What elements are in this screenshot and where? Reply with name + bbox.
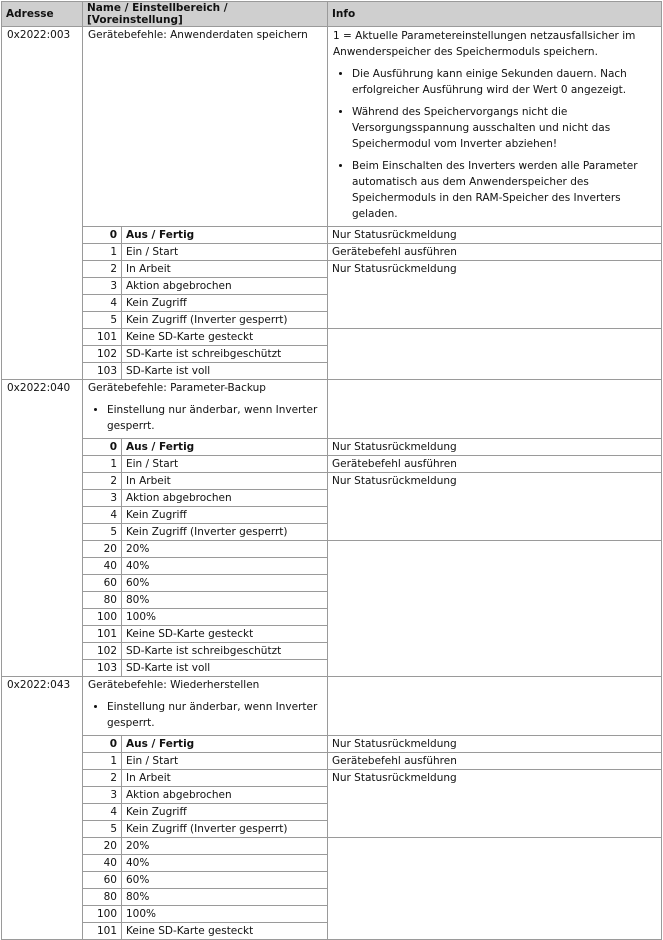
value-info: Nur Statusrückmeldung — [328, 473, 662, 541]
value-code: 1 — [83, 753, 122, 770]
value-row — [2, 541, 662, 558]
value-label: Kein Zugriff — [122, 804, 328, 821]
param-info — [328, 27, 662, 227]
value-info: Nur Statusrückmeldung — [328, 261, 662, 329]
value-label: Ein / Start — [122, 456, 328, 473]
info-intro: 1 = Aktuelle Parametereinstellungen netzausfallsicher im Anwenderspeicher des Speichermoduls speichern. — [333, 30, 636, 58]
value-info: Nur Statusrückmeldung — [328, 736, 662, 753]
value-label: 60% — [122, 575, 328, 592]
param-name-text: Gerätebefehle: Parameter-Backup — [88, 382, 266, 394]
value-code: 0 — [83, 736, 122, 753]
value-label: Aus / Fertig — [122, 439, 328, 456]
value-code: 40 — [83, 855, 122, 872]
value-info: Gerätebefehl ausführen — [328, 244, 662, 261]
header-adresse: Adresse — [2, 2, 83, 27]
value-code: 40 — [83, 558, 122, 575]
value-info: Nur Statusrückmeldung — [328, 227, 662, 244]
value-label: In Arbeit — [122, 770, 328, 787]
value-row — [2, 227, 662, 244]
value-code: 60 — [83, 575, 122, 592]
value-row — [2, 456, 662, 473]
param-row — [2, 27, 662, 227]
value-row — [2, 439, 662, 456]
value-label: SD-Karte ist schreibgeschützt — [122, 346, 328, 363]
param-address: 0x2022:003 — [2, 27, 83, 380]
value-code: 3 — [83, 490, 122, 507]
param-note — [88, 402, 322, 434]
value-label: SD-Karte ist voll — [122, 363, 328, 380]
value-code: 103 — [83, 660, 122, 677]
value-label: Keine SD-Karte gesteckt — [122, 923, 328, 940]
value-label: Kein Zugriff — [122, 507, 328, 524]
value-row — [2, 736, 662, 753]
value-code: 4 — [83, 507, 122, 524]
value-row — [2, 473, 662, 490]
value-code: 1 — [83, 244, 122, 261]
value-label: 40% — [122, 558, 328, 575]
parameter-table — [1, 1, 662, 940]
value-label: Kein Zugriff — [122, 295, 328, 312]
value-label: 80% — [122, 592, 328, 609]
value-info: Nur Statusrückmeldung — [328, 439, 662, 456]
value-code: 5 — [83, 524, 122, 541]
param-name — [83, 677, 328, 736]
value-row — [2, 753, 662, 770]
value-code: 3 — [83, 787, 122, 804]
value-label: 20% — [122, 838, 328, 855]
value-label: Ein / Start — [122, 244, 328, 261]
value-code: 2 — [83, 261, 122, 278]
param-row — [2, 380, 662, 439]
value-code: 4 — [83, 295, 122, 312]
value-label: Aus / Fertig — [122, 736, 328, 753]
value-label: SD-Karte ist voll — [122, 660, 328, 677]
value-label: Kein Zugriff (Inverter gesperrt) — [122, 312, 328, 329]
info-bullets — [333, 66, 656, 222]
value-info-empty — [328, 329, 662, 380]
value-label: In Arbeit — [122, 261, 328, 278]
value-code: 20 — [83, 838, 122, 855]
value-code: 80 — [83, 889, 122, 906]
value-row — [2, 261, 662, 278]
value-code: 0 — [83, 227, 122, 244]
value-code: 102 — [83, 643, 122, 660]
value-code: 20 — [83, 541, 122, 558]
value-code: 0 — [83, 439, 122, 456]
param-address: 0x2022:040 — [2, 380, 83, 677]
value-info-empty — [328, 541, 662, 677]
value-row — [2, 838, 662, 855]
header-name: Name / Einstellbereich / [Voreinstellung] — [83, 2, 328, 27]
value-code: 103 — [83, 363, 122, 380]
value-label: Ein / Start — [122, 753, 328, 770]
value-row — [2, 770, 662, 787]
header-info: Info — [328, 2, 662, 27]
param-name-text: Gerätebefehle: Wiederherstellen — [88, 679, 260, 691]
value-info: Gerätebefehl ausführen — [328, 456, 662, 473]
param-row — [2, 677, 662, 736]
value-code: 80 — [83, 592, 122, 609]
value-label: 60% — [122, 872, 328, 889]
value-code: 2 — [83, 473, 122, 490]
value-code: 101 — [83, 626, 122, 643]
value-label: Aktion abgebrochen — [122, 787, 328, 804]
info-bullet: • Während des Speichervorgangs nicht die Versorgungsspannung ausschalten und nicht das Speichermodul vom Inverter abziehen! — [352, 104, 656, 152]
value-label: 20% — [122, 541, 328, 558]
value-label: Keine SD-Karte gesteckt — [122, 626, 328, 643]
param-address: 0x2022:043 — [2, 677, 83, 940]
value-label: In Arbeit — [122, 473, 328, 490]
param-info-empty — [328, 677, 662, 736]
value-info: Nur Statusrückmeldung — [328, 770, 662, 838]
value-info-empty — [328, 838, 662, 940]
value-label: 100% — [122, 609, 328, 626]
param-note-bullet: • Einstellung nur änderbar, wenn Inverter gesperrt. — [107, 699, 322, 731]
value-code: 5 — [83, 312, 122, 329]
value-label: 40% — [122, 855, 328, 872]
value-label: Aktion abgebrochen — [122, 278, 328, 295]
value-code: 2 — [83, 770, 122, 787]
value-label: 80% — [122, 889, 328, 906]
value-code: 101 — [83, 329, 122, 346]
value-row — [2, 329, 662, 346]
param-name: Gerätebefehle: Anwenderdaten speichern — [83, 27, 328, 227]
value-code: 5 — [83, 821, 122, 838]
value-label: Kein Zugriff (Inverter gesperrt) — [122, 524, 328, 541]
value-code: 3 — [83, 278, 122, 295]
param-info-empty — [328, 380, 662, 439]
value-row — [2, 244, 662, 261]
value-code: 100 — [83, 609, 122, 626]
value-code: 100 — [83, 906, 122, 923]
param-note — [88, 699, 322, 731]
value-code: 60 — [83, 872, 122, 889]
value-code: 101 — [83, 923, 122, 940]
info-bullet: • Die Ausführung kann einige Sekunden dauern. Nach erfolgreicher Ausführung wird der Wert 0 angezeigt. — [352, 66, 656, 98]
value-code: 4 — [83, 804, 122, 821]
param-name — [83, 380, 328, 439]
header-row — [2, 2, 662, 27]
value-info: Gerätebefehl ausführen — [328, 753, 662, 770]
param-note-bullet: • Einstellung nur änderbar, wenn Inverter gesperrt. — [107, 402, 322, 434]
value-label: Kein Zugriff (Inverter gesperrt) — [122, 821, 328, 838]
value-label: Aktion abgebrochen — [122, 490, 328, 507]
value-label: SD-Karte ist schreibgeschützt — [122, 643, 328, 660]
value-code: 102 — [83, 346, 122, 363]
value-code: 1 — [83, 456, 122, 473]
value-label: Aus / Fertig — [122, 227, 328, 244]
value-label: Keine SD-Karte gesteckt — [122, 329, 328, 346]
value-label: 100% — [122, 906, 328, 923]
info-bullet: • Beim Einschalten des Inverters werden alle Parameter automatisch aus dem Anwenderspeicher des Speichermoduls in den RAM-Speicher des Inverters geladen. — [352, 158, 656, 222]
